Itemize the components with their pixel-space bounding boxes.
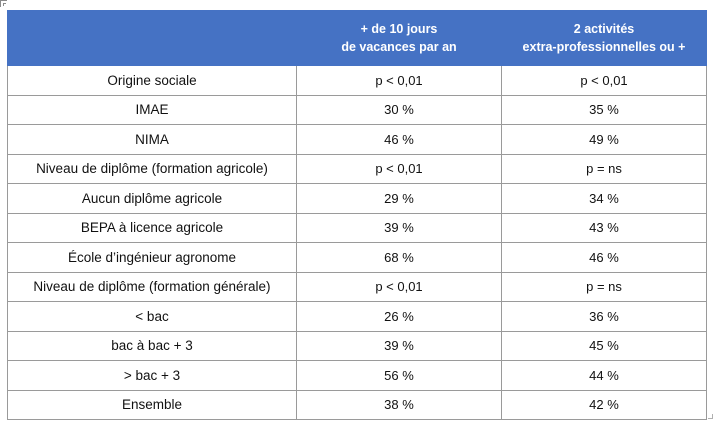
table-row (8, 66, 707, 96)
table-row (8, 302, 707, 332)
table-row (8, 184, 707, 214)
vacances-value-cell: 29 % (297, 184, 502, 214)
header-empty-cell (8, 11, 297, 66)
table-row (8, 154, 707, 184)
document-corner-mark (0, 0, 7, 7)
activites-value-cell: 43 % (502, 213, 707, 243)
table-row (8, 390, 707, 420)
row-label-cell: bac à bac + 3 (8, 331, 297, 361)
row-label-cell: < bac (8, 302, 297, 332)
activites-value-cell: 42 % (502, 390, 707, 420)
row-label-cell: Niveau de diplôme (formation générale) (8, 272, 297, 302)
row-label-cell: BEPA à licence agricole (8, 213, 297, 243)
vacances-value-cell: 39 % (297, 213, 502, 243)
activites-value-cell: 45 % (502, 331, 707, 361)
vacances-value-cell: 39 % (297, 331, 502, 361)
header-vacances-line1: + de 10 jours (360, 22, 438, 36)
row-label-cell: > bac + 3 (8, 361, 297, 391)
table-row (8, 95, 707, 125)
table-row (8, 361, 707, 391)
vacances-value-cell: 38 % (297, 390, 502, 420)
row-label-cell: IMAE (8, 95, 297, 125)
vacances-value-cell: 46 % (297, 125, 502, 155)
table-row (8, 272, 707, 302)
vacances-value-cell: p < 0,01 (297, 66, 502, 96)
table-row (8, 243, 707, 273)
header-vacances (297, 11, 502, 66)
vacances-value-cell: 68 % (297, 243, 502, 273)
header-activites-line2: extra-professionnelles ou + (522, 40, 686, 54)
vacances-value-cell: p < 0,01 (297, 272, 502, 302)
row-label-cell: NIMA (8, 125, 297, 155)
header-activites (502, 11, 707, 66)
results-table-container (7, 10, 707, 420)
activites-value-cell: 35 % (502, 95, 707, 125)
activites-value-cell: p < 0,01 (502, 66, 707, 96)
row-label-cell: Aucun diplôme agricole (8, 184, 297, 214)
header-vacances-line2: de vacances par an (341, 40, 457, 54)
header-activites-line1: 2 activités (573, 22, 635, 36)
row-label-cell: École d’ingénieur agronome (8, 243, 297, 273)
activites-value-cell: 44 % (502, 361, 707, 391)
activites-value-cell: p = ns (502, 154, 707, 184)
row-label-cell: Ensemble (8, 390, 297, 420)
results-table (7, 10, 707, 420)
row-label-cell: Origine sociale (8, 66, 297, 96)
table-row (8, 213, 707, 243)
activites-value-cell: 46 % (502, 243, 707, 273)
vacances-value-cell: 30 % (297, 95, 502, 125)
vacances-value-cell: 26 % (297, 302, 502, 332)
activites-value-cell: 34 % (502, 184, 707, 214)
vacances-value-cell: p < 0,01 (297, 154, 502, 184)
document-corner-mark-bottom (708, 414, 713, 419)
table-row (8, 331, 707, 361)
activites-value-cell: 49 % (502, 125, 707, 155)
row-label-cell: Niveau de diplôme (formation agricole) (8, 154, 297, 184)
activites-value-cell: 36 % (502, 302, 707, 332)
table-body (8, 66, 707, 420)
table-row (8, 125, 707, 155)
activites-value-cell: p = ns (502, 272, 707, 302)
vacances-value-cell: 56 % (297, 361, 502, 391)
table-header-row (8, 11, 707, 66)
